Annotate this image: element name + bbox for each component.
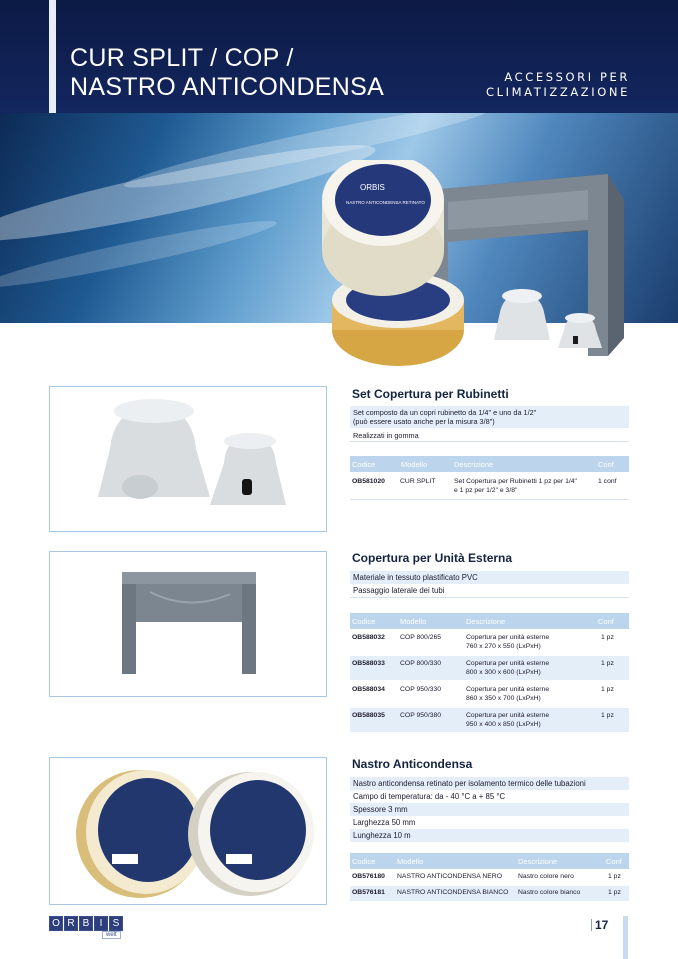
cell-conf: 1 conf — [598, 478, 617, 485]
col-modello: Modello — [400, 617, 427, 626]
cell-descrizione: 800 x 300 x 600 (LxPxH) — [466, 669, 541, 676]
cell-descrizione: Nastro colore nero — [518, 873, 574, 880]
section2-feature: Passaggio laterale dei tubi — [353, 586, 445, 595]
cell-codice: OB581020 — [352, 478, 385, 485]
section1-title: Set Copertura per Rubinetti — [352, 387, 509, 401]
cell-modello: CUR SPLIT — [400, 478, 436, 485]
section1-table-header — [350, 456, 629, 472]
page-subtitle — [486, 70, 630, 100]
subtitle-line1: ACCESSORI PER — [504, 70, 630, 84]
tape-roll-yellow — [76, 770, 206, 898]
cell-modello: COP 950/330 — [400, 686, 442, 693]
logo-letter: S — [109, 916, 123, 931]
hero-tape-brand: ORBIS — [360, 183, 385, 192]
col-descrizione: Descrizione — [454, 460, 494, 469]
section1-feature: Realizzati in gomma — [353, 431, 419, 440]
tape-roll-white — [188, 772, 314, 896]
hero-products-image — [318, 160, 648, 375]
col-modello: Modello — [397, 857, 424, 866]
col-descrizione: Descrizione — [466, 617, 506, 626]
faucet-caps-photo-box — [49, 386, 327, 532]
table-row — [350, 708, 629, 732]
cell-modello: COP 800/330 — [400, 660, 442, 667]
section3-title: Nastro Anticondensa — [352, 757, 473, 771]
cell-conf: 1 pz — [601, 660, 614, 667]
hero-caps-image — [494, 289, 602, 348]
cell-modello: NASTRO ANTICONDENSA NERO — [397, 873, 502, 880]
hero-tape-label: NASTRO ANTICONDENSA RETINATO — [346, 200, 425, 205]
section2-title: Copertura per Unità Esterna — [352, 551, 513, 565]
section2-table-header — [350, 613, 629, 629]
cell-conf: 1 pz — [608, 889, 621, 896]
cell-descrizione: Nastro colore bianco — [518, 889, 581, 896]
cell-descrizione: 760 x 270 x 550 (LxPxH) — [466, 643, 541, 650]
divider — [350, 597, 629, 598]
table-row — [350, 656, 629, 680]
page-header — [0, 0, 678, 113]
cell-descrizione: e 1 pz per 1/2" e 3/8" — [454, 487, 518, 494]
divider — [350, 441, 629, 442]
cell-conf: 1 pz — [608, 873, 621, 880]
cell-codice: OB576181 — [352, 889, 385, 896]
cell-descrizione: Copertura per unità esterne — [466, 712, 550, 719]
cell-descrizione: Copertura per unità esterne — [466, 686, 550, 693]
section3-feature: Campo di temperatura: da - 40 °C a + 85 °C — [353, 792, 506, 801]
cell-descrizione: Copertura per unità esterne — [466, 634, 550, 641]
faucet-caps-image — [50, 387, 326, 531]
outdoor-cover-photo-box — [49, 551, 327, 697]
col-codice: Codice — [352, 460, 376, 469]
section3-feature: Spessore 3 mm — [350, 803, 629, 816]
col-conf: Conf — [598, 617, 614, 626]
table-row — [350, 630, 629, 654]
cell-codice: OB588035 — [352, 712, 385, 719]
section3-feature: Lunghezza 10 m — [350, 829, 629, 842]
orbis-logo — [49, 916, 124, 931]
logo-letter: O — [49, 916, 63, 931]
header-accent-bar — [49, 0, 56, 113]
cell-codice: OB576180 — [352, 873, 385, 880]
page-number-divider — [591, 919, 592, 931]
section2-feature: Materiale in tessuto plastificato PVC — [350, 571, 629, 584]
col-conf: Conf — [598, 460, 614, 469]
section1-feature-line: Set composto da un copri rubinetto da 1/4" e uno da 1/2" — [353, 408, 537, 417]
cell-conf: 1 pz — [601, 634, 614, 641]
col-modello: Modello — [401, 460, 428, 469]
cell-codice: OB588034 — [352, 686, 385, 693]
section1-feature-line: (può essere usato anche per la misura 3/8") — [353, 417, 495, 426]
logo-letter: B — [79, 916, 93, 931]
cell-descrizione: 860 x 350 x 700 (LxPxH) — [466, 695, 541, 702]
col-codice: Codice — [352, 857, 376, 866]
cell-descrizione: Set Copertura per Rubinetti 1 pz per 1/4" — [454, 478, 577, 485]
outdoor-cover-image — [50, 552, 326, 696]
footer-accent-bar — [623, 916, 628, 959]
col-descrizione: Descrizione — [518, 857, 558, 866]
col-conf: Conf — [606, 857, 622, 866]
tape-rolls-image — [50, 758, 326, 904]
divider — [350, 499, 629, 500]
section3-table-header — [350, 853, 629, 869]
logo-letter: R — [64, 916, 78, 931]
cell-modello: COP 800/265 — [400, 634, 442, 641]
page-number: 17 — [595, 918, 609, 932]
table-row — [350, 870, 629, 885]
col-codice: Codice — [352, 617, 376, 626]
logo-sub: welt — [102, 931, 121, 939]
cell-descrizione: Copertura per unità esterne — [466, 660, 550, 667]
cell-conf: 1 pz — [601, 686, 614, 693]
section3-feature: Nastro anticondensa retinato per isolamento termico delle tubazioni — [350, 777, 629, 790]
table-row — [350, 886, 629, 901]
table-row — [350, 682, 629, 706]
subtitle-line2: CLIMATIZZAZIONE — [486, 85, 630, 99]
page-title-line2: NASTRO ANTICONDENSA — [70, 73, 385, 101]
cell-codice: OB588033 — [352, 660, 385, 667]
section1-feature — [350, 406, 629, 428]
cell-descrizione: 950 x 400 x 850 (LxPxH) — [466, 721, 541, 728]
table-row — [350, 474, 629, 498]
section3-feature: Larghezza 50 mm — [353, 818, 416, 827]
cell-modello: COP 950/380 — [400, 712, 442, 719]
logo-letter: I — [94, 916, 108, 931]
page-title-line1: CUR SPLIT / COP / — [70, 44, 294, 72]
cell-codice: OB588032 — [352, 634, 385, 641]
cell-conf: 1 pz — [601, 712, 614, 719]
tape-photo-box — [49, 757, 327, 905]
cell-modello: NASTRO ANTICONDENSA BIANCO — [397, 889, 509, 896]
hero-tape-white — [322, 160, 444, 296]
